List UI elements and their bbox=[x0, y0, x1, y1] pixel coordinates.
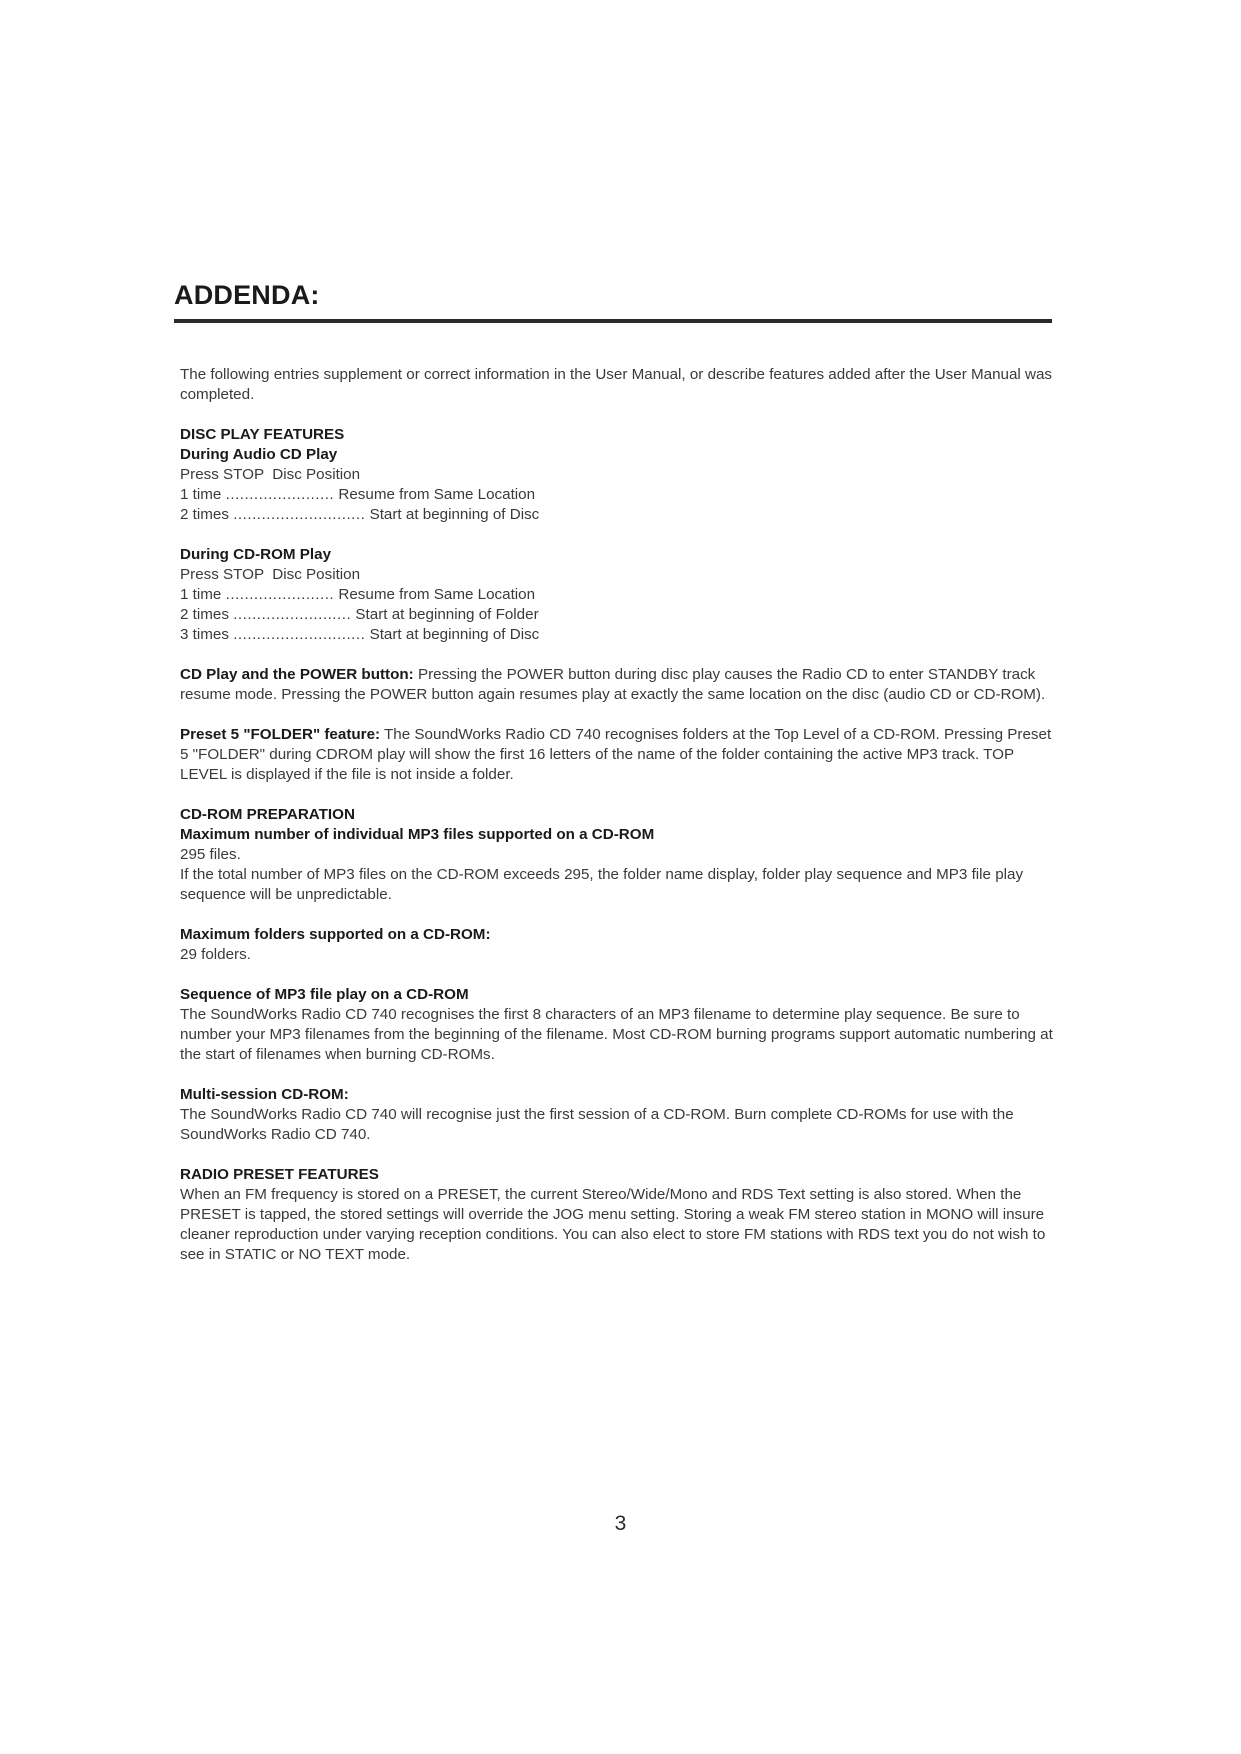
page-title: ADDENDA: bbox=[174, 280, 320, 310]
multisession-text: The SoundWorks Radio CD 740 will recognise just the first session of a CD-ROM. Burn complete CD-ROMs for use with the SoundWorks Radio CD 740. bbox=[180, 1106, 1014, 1143]
row-action: Start at beginning of Folder bbox=[355, 606, 539, 623]
power-text: Pressing the POWER button during disc play causes the Radio CD to enter STANDBY track resume mode. Pressing the POWER button again resumes play at exactly the same location on the disc (audio CD or CD-ROM). bbox=[180, 666, 1046, 703]
max-folders-section bbox=[180, 925, 1060, 965]
multisession-section bbox=[180, 1085, 1060, 1145]
main-content bbox=[180, 365, 1060, 1285]
folder-paragraph bbox=[180, 725, 1060, 785]
row-leader-dots: ............................ bbox=[233, 506, 366, 523]
row-label: 2 times bbox=[180, 506, 229, 523]
max-files-subheading: Maximum number of individual MP3 files supported on a CD-ROM bbox=[180, 826, 655, 843]
sequence-section bbox=[180, 985, 1060, 1065]
cdrom-row bbox=[180, 605, 1060, 625]
radio-preset-heading: RADIO PRESET FEATURES bbox=[180, 1166, 379, 1183]
max-folders-subheading: Maximum folders supported on a CD-ROM: bbox=[180, 926, 491, 943]
radio-preset-text: When an FM frequency is stored on a PRESET, the current Stereo/Wide/Mono and RDS Text setting is also stored. When the PRESET is tapped, the stored settings will override the JOG menu setting. Storing a weak FM stereo station in MONO will insure cleaner reproduction under varying reception conditions. You can also elect to store FM stations with RDS text you do not wish to see in STATIC or NO TEXT mode. bbox=[180, 1186, 1046, 1263]
audio-cd-table-header: Press STOP Disc Position bbox=[180, 466, 361, 483]
max-files-note: If the total number of MP3 files on the CD-ROM exceeds 295, the folder name display, folder play sequence and MP3 file play sequence will be unpredictable. bbox=[180, 866, 1024, 903]
power-label: CD Play and the POWER button: bbox=[180, 666, 414, 683]
folder-text: The SoundWorks Radio CD 740 recognises folders at the Top Level of a CD-ROM. Pressing Preset 5 "FOLDER" during CDROM play will show the first 16 letters of the name of the folder containing the active MP3 track. TOP LEVEL is displayed if the file is not inside a folder. bbox=[180, 726, 1052, 783]
cdrom-play-subheading: During CD-ROM Play bbox=[180, 546, 332, 563]
audio-cd-row bbox=[180, 505, 1060, 525]
sequence-text: The SoundWorks Radio CD 740 recognises the first 8 characters of an MP3 filename to determine play sequence. Be sure to number your MP3 filenames from the beginning of the filename. Most CD-ROM burning programs support automatic numbering at the start of filenames when burning CD-ROMs. bbox=[180, 1006, 1053, 1063]
row-leader-dots: ....................... bbox=[225, 586, 335, 603]
row-action: Resume from Same Location bbox=[338, 486, 536, 503]
audio-cd-subheading: During Audio CD Play bbox=[180, 446, 338, 463]
sequence-subheading: Sequence of MP3 file play on a CD-ROM bbox=[180, 986, 469, 1003]
folder-feature-section bbox=[180, 725, 1060, 785]
power-paragraph bbox=[180, 665, 1060, 705]
row-leader-dots: ....................... bbox=[225, 486, 335, 503]
disc-play-heading: DISC PLAY FEATURES bbox=[180, 426, 345, 443]
audio-cd-row bbox=[180, 485, 1060, 505]
folder-label: Preset 5 "FOLDER" feature: bbox=[180, 726, 381, 743]
row-action: Start at beginning of Disc bbox=[369, 626, 540, 643]
row-leader-dots: ......................... bbox=[233, 606, 352, 623]
intro-paragraph: The following entries supplement or correct information in the User Manual, or describe features added after the User Manual was completed. bbox=[180, 366, 1053, 403]
cdrom-row bbox=[180, 585, 1060, 605]
row-action: Start at beginning of Disc bbox=[369, 506, 540, 523]
cdrom-table-header: Press STOP Disc Position bbox=[180, 566, 361, 583]
row-label: 2 times bbox=[180, 606, 229, 623]
intro-section bbox=[180, 365, 1060, 405]
row-label: 1 time bbox=[180, 586, 222, 603]
max-folders-value: 29 folders. bbox=[180, 946, 251, 963]
row-label: 1 time bbox=[180, 486, 222, 503]
disc-play-cdrom-section bbox=[180, 545, 1060, 645]
cdrom-prep-heading: CD-ROM PREPARATION bbox=[180, 806, 355, 823]
multisession-subheading: Multi-session CD-ROM: bbox=[180, 1086, 349, 1103]
title-divider bbox=[174, 319, 1052, 323]
radio-preset-section bbox=[180, 1165, 1060, 1265]
disc-play-audio-section bbox=[180, 425, 1060, 525]
cdrom-row bbox=[180, 625, 1060, 645]
power-button-section bbox=[180, 665, 1060, 705]
row-leader-dots: ............................ bbox=[233, 626, 366, 643]
page-number: 3 bbox=[614, 1512, 627, 1535]
cdrom-prep-section bbox=[180, 805, 1060, 905]
row-label: 3 times bbox=[180, 626, 229, 643]
row-action: Resume from Same Location bbox=[338, 586, 536, 603]
max-files-value: 295 files. bbox=[180, 846, 241, 863]
